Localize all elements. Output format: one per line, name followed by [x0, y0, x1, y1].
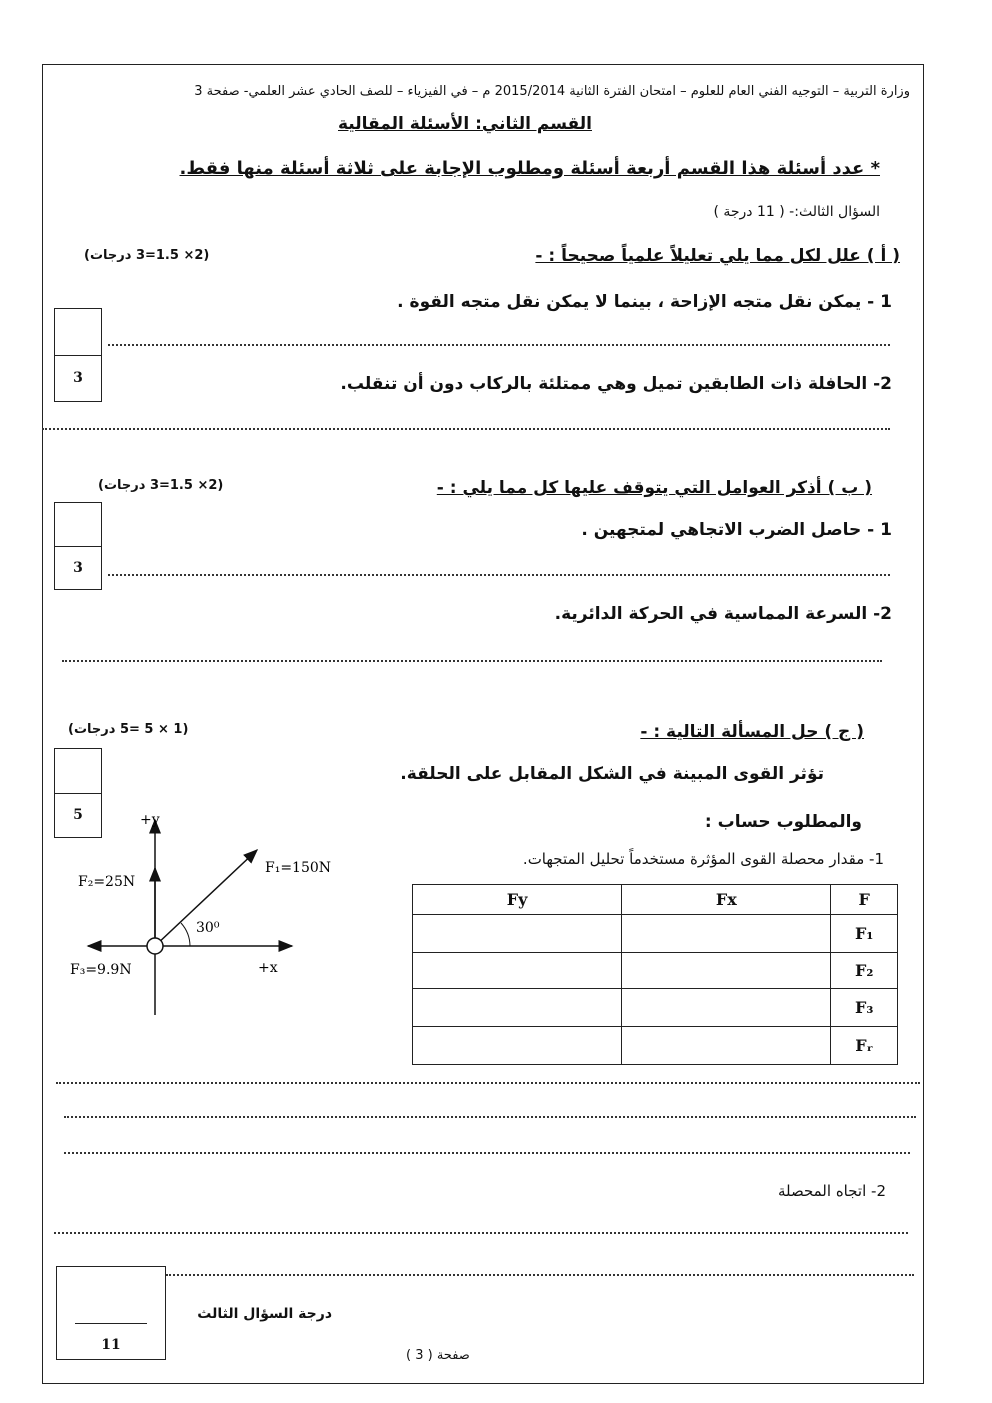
force-diagram — [60, 810, 360, 1020]
part-c-marks: (1 × 5 =5 درجات) — [68, 722, 189, 737]
total-score: 11 — [101, 1337, 121, 1353]
part-b-score-box — [54, 502, 102, 590]
page-number: صفحة ( 3 ) — [406, 1348, 470, 1363]
cell-fx[interactable] — [622, 915, 831, 953]
answer-line[interactable] — [56, 1082, 920, 1084]
f1-label: F₁=150N — [265, 860, 332, 876]
total-score-box — [56, 1266, 166, 1360]
f2-label: F₂=25N — [78, 874, 136, 890]
score-max: 5 — [73, 807, 83, 823]
part-b-title: ( ب ) أذكر العوامل التي يتوقف عليها كل مما يلي : - — [436, 478, 872, 498]
header-fy: Fy — [413, 885, 622, 915]
row-label-f3: F₃ — [831, 989, 898, 1027]
score-fraction-line — [75, 1323, 147, 1324]
table-row — [413, 953, 898, 989]
problem-statement: تؤثر القوى المبينة في الشكل المقابل على الحلقة. — [400, 764, 824, 784]
table-header-row — [413, 885, 898, 915]
header-fx: Fx — [622, 885, 831, 915]
answer-line[interactable] — [42, 428, 890, 430]
requirement-1: 1- مقدار محصلة القوى المؤثرة مستخدماً تحليل المتجهات. — [522, 850, 884, 868]
cell-fy[interactable] — [413, 953, 622, 989]
part-a-item-2: 2- الحافلة ذات الطابقين تميل وهي ممتلئة بالركاب دون أن تنقلب. — [340, 374, 892, 394]
answer-line[interactable] — [108, 344, 890, 346]
score-blank[interactable] — [55, 749, 101, 794]
table-row — [413, 915, 898, 953]
answer-line[interactable] — [64, 1116, 916, 1118]
table-row — [413, 1027, 898, 1065]
row-label-f1: F₁ — [831, 915, 898, 953]
cell-fy[interactable] — [413, 915, 622, 953]
answer-line[interactable] — [62, 660, 882, 662]
y-label: +y — [140, 812, 160, 828]
cell-fx[interactable] — [622, 953, 831, 989]
cell-fy[interactable] — [413, 989, 622, 1027]
score-max: 3 — [73, 370, 83, 386]
score-blank[interactable] — [55, 503, 101, 547]
cell-fx[interactable] — [622, 1027, 831, 1065]
total-label: درجة السؤال الثالث — [197, 1306, 332, 1322]
angle-arc — [181, 923, 190, 946]
part-a-title: ( أ ) علل لكل مما يلي تعليلاً علمياً صحيحاً : - — [535, 246, 900, 266]
components-table — [412, 884, 898, 1065]
answer-line[interactable] — [166, 1274, 914, 1276]
table-row — [413, 989, 898, 1027]
requirement-2: 2- اتجاه المحصلة — [777, 1182, 886, 1200]
row-label-f2: F₂ — [831, 953, 898, 989]
answer-line[interactable] — [54, 1232, 908, 1234]
part-a-item-1: 1 - يمكن نقل متجه الإزاحة ، بينما لا يمكن نقل متجه القوة . — [397, 292, 892, 312]
answer-line[interactable] — [64, 1152, 910, 1154]
cell-fx[interactable] — [622, 989, 831, 1027]
cell-fy[interactable] — [413, 1027, 622, 1065]
problem-required: والمطلوب حساب : — [704, 812, 862, 832]
question-title: السؤال الثالث:- ( 11 درجة ) — [713, 204, 880, 220]
f3-label: F₃=9.9N — [70, 962, 132, 978]
part-a-marks: (2× 1.5=3 درجات) — [84, 248, 210, 263]
part-c-title: ( ج ) حل المسألة التالية : - — [640, 722, 864, 742]
angle-label: 30⁰ — [196, 920, 220, 936]
part-b-marks: (2× 1.5=3 درجات) — [98, 478, 224, 493]
ring — [147, 938, 163, 954]
score-max: 3 — [73, 559, 83, 576]
part-b-item-1: 1 - حاصل الضرب الاتجاهي لمتجهين . — [581, 520, 892, 540]
row-label-fr: Fᵣ — [831, 1027, 898, 1065]
part-a-score-box — [54, 308, 102, 402]
x-label: +x — [258, 960, 278, 976]
section-title: القسم الثاني: الأسئلة المقالية — [338, 114, 592, 134]
part-b-item-2: 2- السرعة المماسية في الحركة الدائرية. — [554, 604, 892, 624]
instruction: * عدد أسئلة هذا القسم أربعة أسئلة ومطلوب الإجابة على ثلاثة أسئلة منها فقط. — [179, 158, 880, 179]
exam-header: وزارة التربية – التوجيه الفني العام للعلوم – امتحان الفترة الثانية 2015/2014 م – في الفيزياء – للصف الحادي عشر العلمي- صفحة 3 — [194, 84, 910, 99]
answer-line[interactable] — [108, 574, 890, 576]
score-blank[interactable] — [55, 309, 101, 356]
header-f: F — [831, 885, 898, 915]
